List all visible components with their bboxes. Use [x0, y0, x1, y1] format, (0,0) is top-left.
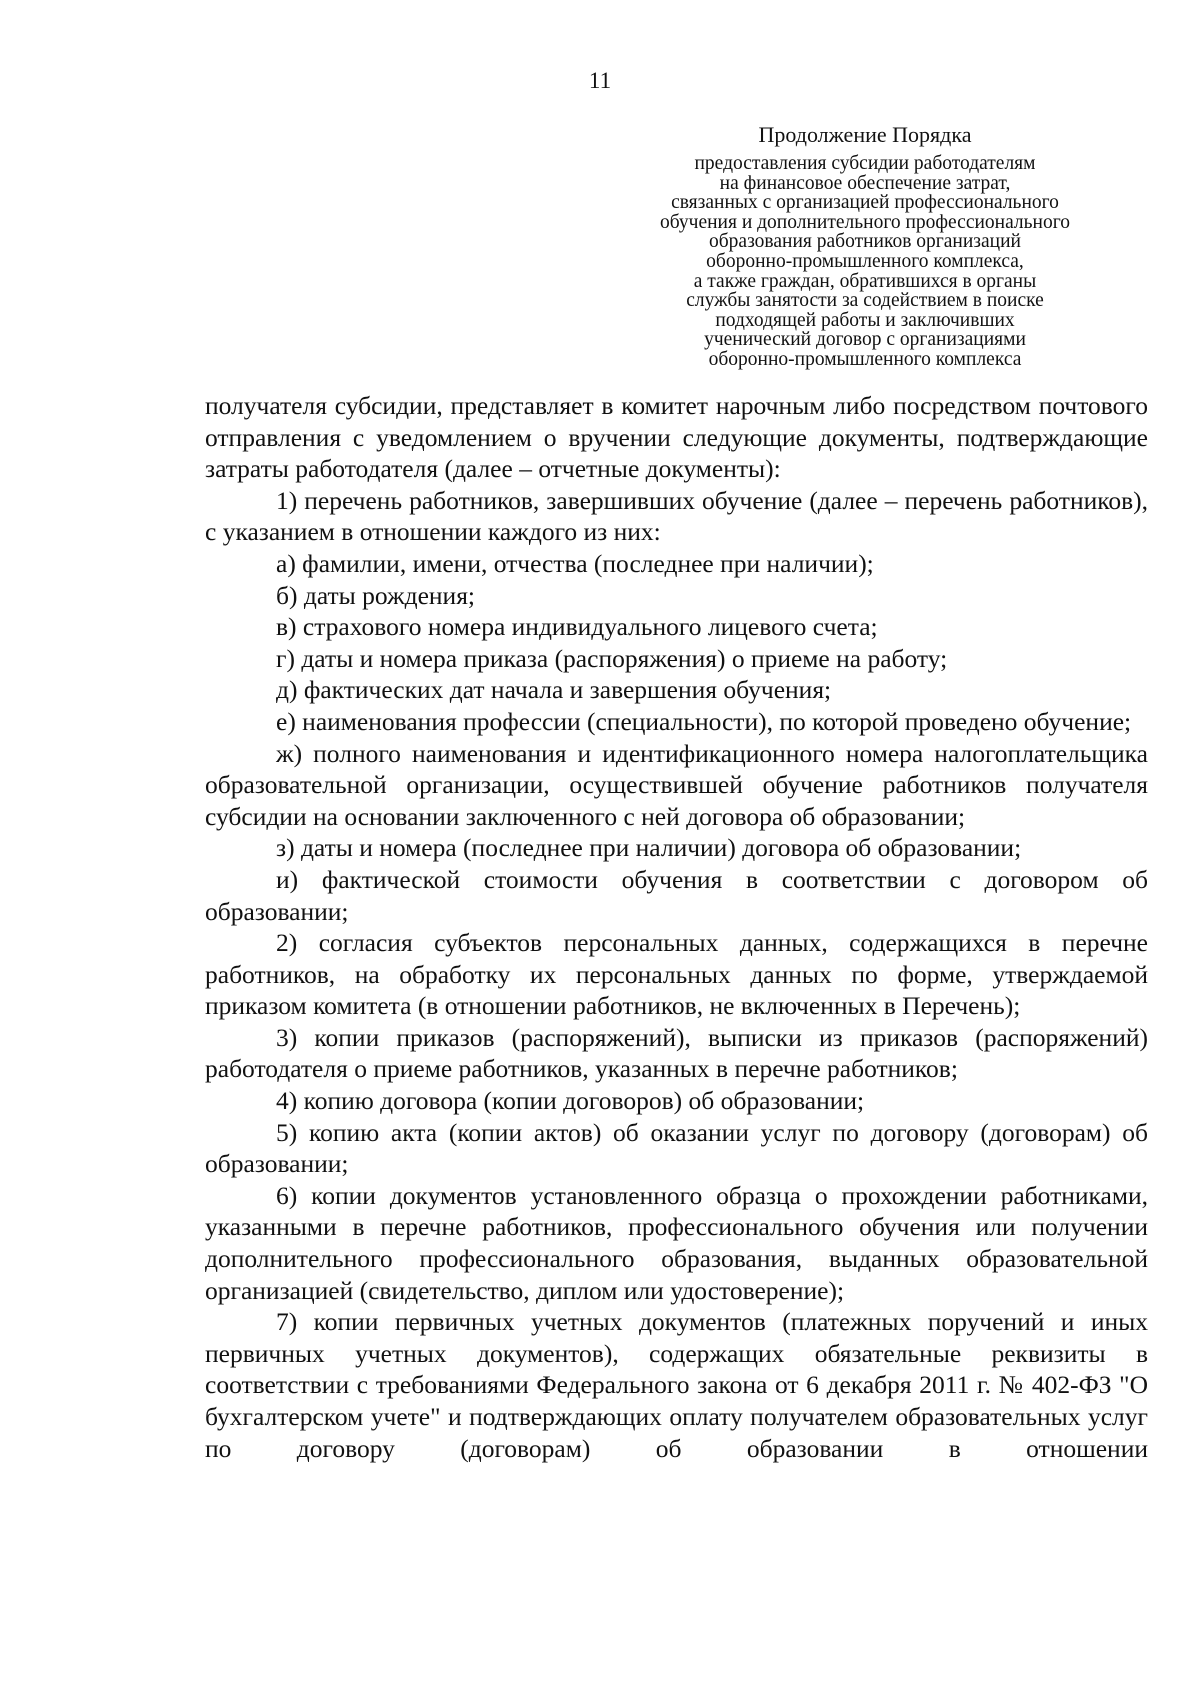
header-line: а также граждан, обратившихся в органы	[693, 270, 1037, 292]
list-subitem-d: д) фактических дат начала и завершения обучения;	[276, 675, 832, 705]
list-item-6: 6) копии документов установленного образца о прохождении работниками, указанными в перечне работников, профессионального обучения или получении дополнительного профессионального образования, выданных образовательной организацией (свидетельство, диплом или удостоверение);	[205, 1180, 1148, 1305]
list-subitem-zh: ж) полного наименования и идентификационного номера налогоплательщика образовательной организации, осуществившей обучение работников получателя субсидии на основании заключенного с ней договора об образовании;	[205, 738, 1148, 831]
list-item-2: 2) согласия субъектов персональных данных, содержащихся в перечне работников, на обработку их персональных данных по форме, утверждаемой приказом комитета (в отношении работников, не включенных в Перечень);	[205, 928, 1148, 1021]
header-line: оборонно-промышленного комплекса,	[706, 250, 1024, 272]
list-item-7: 7) копии первичных учетных документов (платежных поручений и иных первичных учетных документов), содержащих обязательные реквизиты в соответствии с требованиями Федерального закона от 6 декабря 2011 г. № 402-ФЗ "О бухгалтерском учете" и подтверждающих оплату получателем образовательных услуг по договору (договорам) об образовании в отношении	[205, 1307, 1148, 1463]
list-subitem-b: б) даты рождения;	[276, 580, 476, 610]
header-line: на финансовое обеспечение затрат,	[719, 172, 1011, 194]
intro-paragraph: получателя субсидии, представляет в комитет нарочным либо посредством почтового отправления с уведомлением о вручении следующие документы, подтверждающие затраты работодателя (далее – отчетные документы):	[205, 391, 1148, 484]
header-line: оборонно-промышленного комплекса	[708, 348, 1022, 370]
list-subitem-v: в) страхового номера индивидуального лицевого счета;	[276, 612, 878, 642]
list-item-3: 3) копии приказов (распоряжений), выписки из приказов (распоряжений) работодателя о приеме работников, указанных в перечне работников;	[205, 1022, 1148, 1084]
header-line: обучения и дополнительного профессионального	[659, 211, 1071, 233]
header-line: подходящей работы и заключивших	[715, 309, 1015, 331]
list-subitem-g: г) даты и номера приказа (распоряжения) о приеме на работу;	[276, 643, 948, 673]
list-subitem-e: е) наименования профессии (специальности), по которой проведено обучение;	[276, 706, 1132, 736]
header-title: Продолжение Порядка	[758, 122, 972, 147]
list-subitem-i: и) фактической стоимости обучения в соответствии с договором об образовании;	[205, 864, 1148, 926]
list-subitem-z: з) даты и номера (последнее при наличии) договора об образовании;	[276, 833, 1022, 863]
list-item-4: 4) копию договора (копии договоров) об образовании;	[276, 1086, 865, 1116]
header-line: ученический договор с организациями	[704, 329, 1026, 351]
page-number: 11	[588, 68, 612, 93]
list-item-5: 5) копию акта (копии актов) об оказании услуг по договору (договорам) об образовании;	[205, 1117, 1148, 1179]
document-body	[205, 390, 1148, 1464]
header-line: службы занятости за содействием в поиске	[686, 290, 1044, 312]
document-header	[600, 122, 1130, 370]
header-line: образования работников организаций	[709, 231, 1021, 253]
header-line: предоставления субсидии работодателям	[694, 153, 1036, 174]
list-item-1: 1) перечень работников, завершивших обучение (далее – перечень работников), с указанием в отношении каждого из них:	[205, 485, 1148, 547]
header-line: связанных с организацией профессионального	[671, 192, 1059, 214]
list-subitem-a: а) фамилии, имени, отчества (последнее при наличии);	[276, 548, 874, 578]
